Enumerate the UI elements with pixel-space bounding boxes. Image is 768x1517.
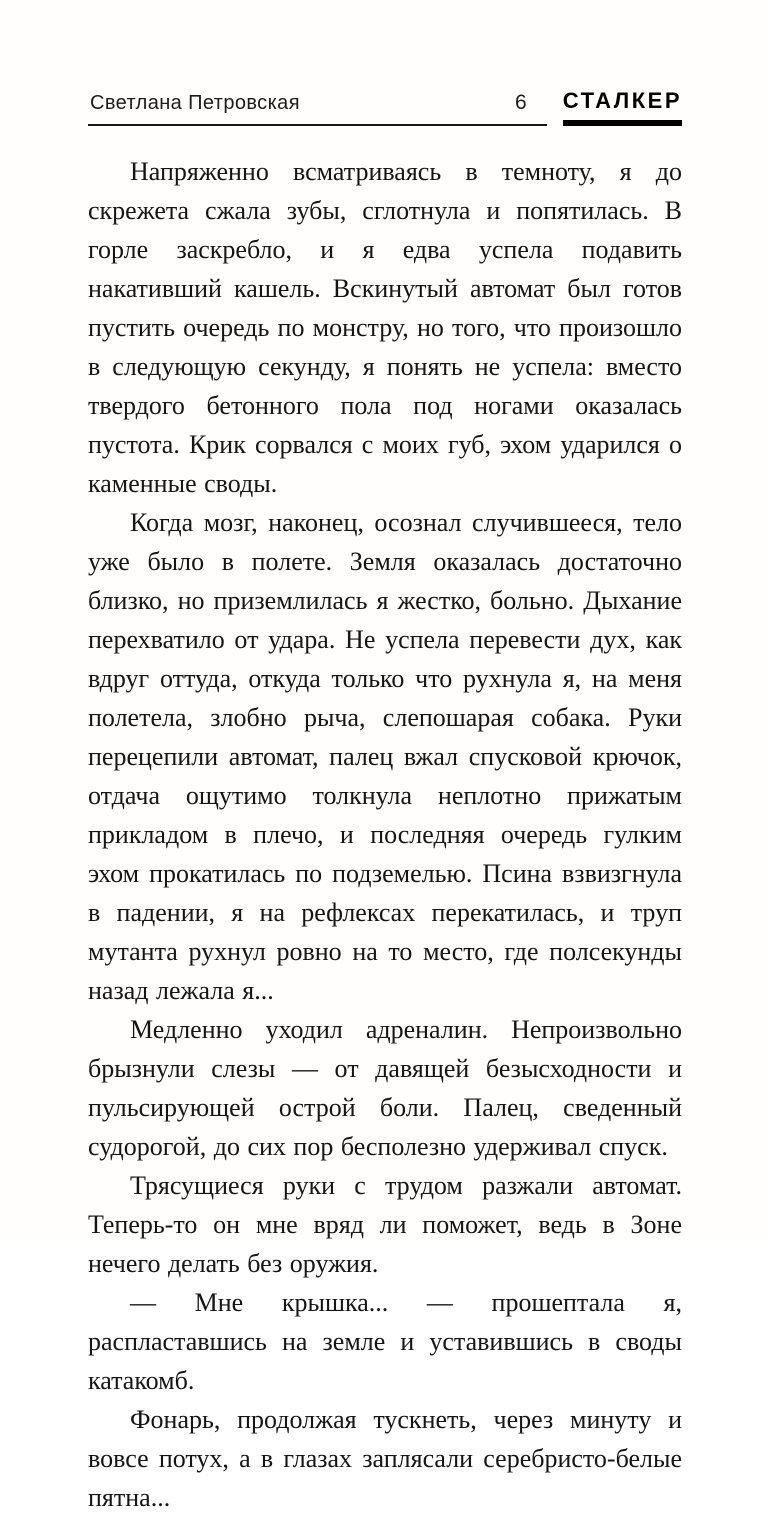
author-name: Светлана Петровская [90, 92, 300, 114]
paragraph-1: Напряженно всматриваясь в темноту, я до скрежета сжала зубы, сглотнула и попятилась. В горле заскребло, и я едва успела подавить накативший кашель. Вскинутый автомат был готов пустить очередь по монстру, но того, что произошло в следующую секунду, я понять не успела: вместо твердого бетонного пола под ногами оказалась пустота. Крик сорвался с моих губ, эхом ударился о каменные своды. [88, 157, 682, 498]
running-head-left [88, 91, 547, 126]
paragraph-6: Фонарь, продолжая тускнеть, через минуту и вовсе потух, а в глазах заплясали серебристо-белые пятна... [88, 1405, 682, 1512]
running-head [88, 88, 682, 126]
paragraph-3: Медленно уходил адреналин. Непроизвольно брызнули слезы — от давящей безысходности и пульсирующей острой боли. Палец, сведенный судорогой, до сих пор бесполезно удерживал спуск. [88, 1015, 682, 1161]
series-title: СТАЛКЕР [563, 88, 682, 126]
paragraph-2: Когда мозг, наконец, осознал случившееся, тело уже было в полете. Земля оказалась достаточно близко, но приземлилась я жестко, больно. Дыхание перехватило от удара. Не успела перевести дух, как вдруг оттуда, откуда только что рухнула я, на меня полетела, злобно рыча, слепошарая собака. Руки перецепили автомат, палец вжал спусковой крючок, отдача ощутимо толкнула неплотно прижатым прикладом в плечо, и последняя очередь гулким эхом прокатилась по подземелью. Псина взвизгнула в падении, я на рефлексах перекатилась, и труп мутанта рухнул ровно на то место, где полсекунды назад лежала я... [88, 508, 682, 1005]
page-body [88, 152, 682, 1517]
paragraph-5-dialogue: — Мне крышка... — прошептала я, распластавшись на земле и уставившись в своды катакомб. [88, 1288, 682, 1395]
paragraph-4: Трясущиеся руки с трудом разжали автомат. Теперь-то он мне вряд ли поможет, ведь в Зоне нечего делать без оружия. [88, 1171, 682, 1278]
page-number: 6 [515, 91, 527, 114]
